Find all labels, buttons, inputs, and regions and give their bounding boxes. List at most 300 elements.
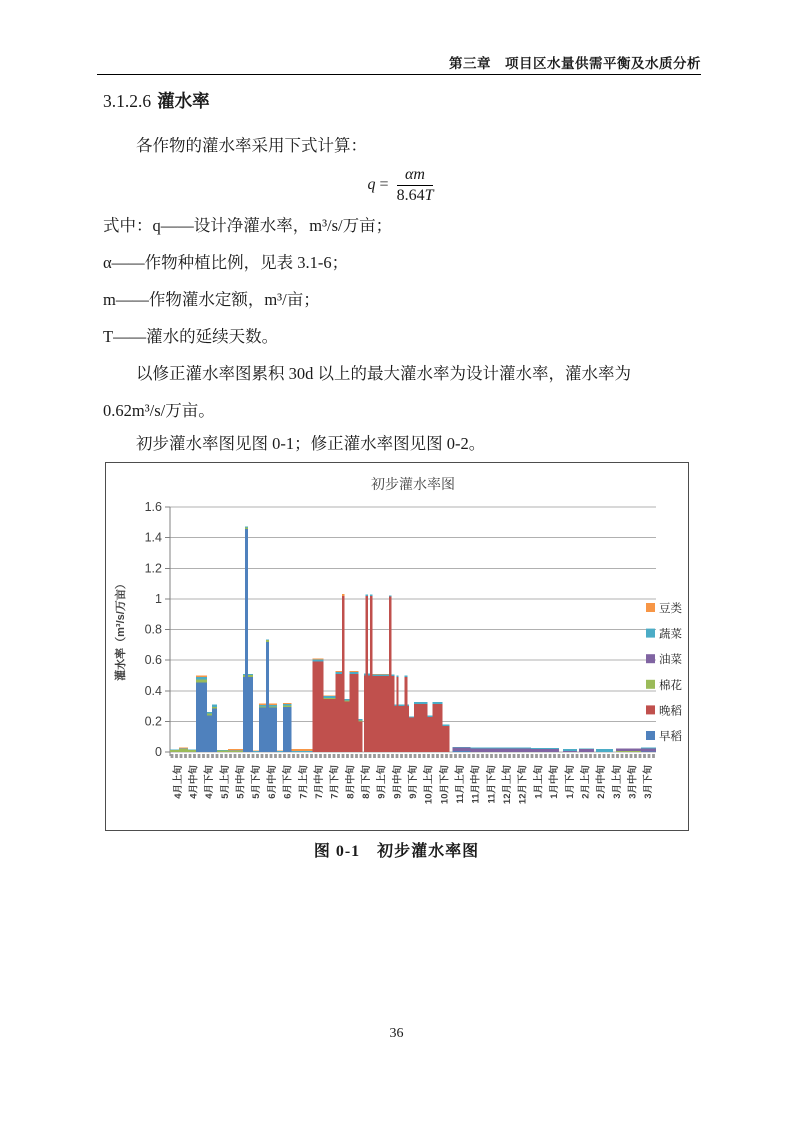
x-tick bbox=[576, 754, 579, 758]
formula bbox=[103, 166, 698, 205]
bar-segment bbox=[253, 750, 259, 751]
bar-segment bbox=[228, 751, 243, 752]
bar-segment bbox=[266, 640, 269, 642]
bar-segment bbox=[344, 699, 349, 701]
x-tick bbox=[229, 754, 232, 758]
paragraph-figure-refs: 初步灌水率图见图 0-1；修正灌水率图见图 0-2。 bbox=[136, 434, 486, 453]
x-tick bbox=[364, 754, 367, 758]
bar-segment bbox=[266, 642, 269, 752]
x-tick-label: 1月中旬 bbox=[549, 765, 561, 799]
x-tick bbox=[324, 754, 327, 758]
x-tick-label: 11月中旬 bbox=[470, 765, 482, 804]
x-tick bbox=[504, 754, 507, 758]
bar-segment bbox=[364, 674, 366, 676]
bar-segment bbox=[389, 596, 392, 597]
bar-segment bbox=[428, 716, 433, 717]
x-tick bbox=[558, 754, 561, 758]
bar-segment bbox=[358, 720, 362, 721]
x-tick bbox=[391, 754, 394, 758]
bar-segment bbox=[170, 749, 179, 750]
bar-segment bbox=[358, 721, 362, 752]
bar-segment bbox=[259, 704, 266, 706]
bar-segment bbox=[531, 749, 559, 752]
x-tick bbox=[553, 754, 556, 758]
x-tick bbox=[427, 754, 430, 758]
x-tick bbox=[238, 754, 241, 758]
x-tick bbox=[225, 754, 228, 758]
x-tick bbox=[490, 754, 493, 758]
bar-segment bbox=[259, 705, 266, 706]
bar-segment bbox=[269, 705, 277, 706]
formula-denominator: 8.64T bbox=[396, 187, 434, 204]
bar-segment bbox=[207, 715, 212, 752]
bar-segment bbox=[342, 596, 345, 752]
x-tick bbox=[472, 754, 475, 758]
legend-label-b: 豆类 bbox=[659, 603, 682, 615]
bar-segment bbox=[342, 594, 345, 596]
bar-segment bbox=[248, 675, 253, 677]
bar-segment bbox=[641, 748, 656, 749]
bar-segment bbox=[217, 750, 228, 751]
x-tick-label: 2月上旬 bbox=[580, 765, 592, 799]
x-tick bbox=[544, 754, 547, 758]
x-tick bbox=[495, 754, 498, 758]
bar-segment bbox=[414, 704, 428, 752]
x-tick bbox=[283, 754, 286, 758]
bar-segment bbox=[196, 679, 207, 682]
legend-swatch-c bbox=[646, 680, 655, 689]
x-tick-label: 4月下旬 bbox=[204, 765, 216, 799]
bar-segment bbox=[228, 749, 243, 750]
formula-fraction bbox=[397, 166, 434, 205]
formula-numerator: αm bbox=[397, 166, 434, 186]
x-tick bbox=[562, 754, 565, 758]
x-tick bbox=[445, 754, 448, 758]
x-tick bbox=[382, 754, 385, 758]
x-tick bbox=[175, 754, 178, 758]
x-tick-label: 3月下旬 bbox=[643, 765, 655, 799]
x-tick-label: 5月下旬 bbox=[251, 765, 263, 799]
x-tick bbox=[279, 754, 282, 758]
x-tick-label: 11月上旬 bbox=[455, 765, 467, 804]
paragraph-design-rate-line1: 以修正灌水率图累积 30d 以上的最大灌水率为设计灌水率，灌水率为 bbox=[136, 364, 631, 383]
x-tick bbox=[207, 754, 210, 758]
x-tick-label: 8月中旬 bbox=[345, 765, 357, 799]
x-tick bbox=[373, 754, 376, 758]
bar-segment bbox=[404, 676, 407, 677]
bar-segment bbox=[248, 677, 253, 752]
x-tick bbox=[513, 754, 516, 758]
y-tick-label: 1.6 bbox=[144, 500, 162, 514]
bar-segment bbox=[312, 659, 323, 660]
x-tick bbox=[184, 754, 187, 758]
bar-segment bbox=[408, 705, 410, 707]
bar-segment bbox=[212, 707, 217, 709]
bar-segment bbox=[344, 701, 349, 702]
bar-segment bbox=[277, 751, 283, 752]
bar-segment bbox=[248, 674, 253, 675]
x-tick-label: 9月中旬 bbox=[392, 765, 404, 799]
x-tick-label: 7月中旬 bbox=[313, 765, 325, 799]
x-tick bbox=[414, 754, 417, 758]
bar-segment bbox=[291, 751, 312, 752]
formula-equals: = bbox=[379, 176, 389, 194]
definition-line-m: m——作物灌水定额，m³/亩； bbox=[103, 290, 320, 309]
bar-segment bbox=[409, 716, 414, 717]
x-tick bbox=[193, 754, 196, 758]
x-tick bbox=[211, 754, 214, 758]
bar-segment bbox=[453, 747, 471, 748]
x-tick bbox=[346, 754, 349, 758]
bar-segment bbox=[259, 706, 266, 707]
definition-line-alpha: α——作物种植比例，见表 3.1-6； bbox=[103, 253, 349, 272]
x-tick-label: 10月上旬 bbox=[423, 765, 435, 805]
x-tick bbox=[418, 754, 421, 758]
x-tick bbox=[571, 754, 574, 758]
bar-segment bbox=[179, 749, 188, 752]
x-tick bbox=[612, 754, 615, 758]
bar-segment bbox=[579, 748, 594, 749]
x-tick bbox=[535, 754, 538, 758]
x-tick bbox=[369, 754, 372, 758]
x-tick bbox=[616, 754, 619, 758]
bar-segment bbox=[207, 713, 212, 715]
x-tick bbox=[540, 754, 543, 758]
x-tick bbox=[639, 754, 642, 758]
y-tick-label: 0.2 bbox=[144, 714, 162, 729]
bar-segment bbox=[471, 748, 531, 749]
bar-segment bbox=[207, 712, 212, 713]
y-tick-label: 0.8 bbox=[144, 622, 162, 637]
bar-segment bbox=[616, 751, 641, 752]
x-tick bbox=[459, 754, 462, 758]
running-header: 第三章 项目区水量供需平衡及水质分析 bbox=[449, 56, 701, 71]
x-tick bbox=[328, 754, 331, 758]
x-tick-label: 5月上旬 bbox=[219, 765, 231, 799]
legend-label-l: 晚稻 bbox=[659, 705, 682, 718]
bar-segment bbox=[243, 674, 245, 675]
x-tick-label: 7月上旬 bbox=[298, 765, 310, 799]
legend-label-c: 棉花 bbox=[659, 679, 682, 692]
paragraph-design-rate-line2: 0.62m³/s/万亩。 bbox=[103, 401, 215, 420]
x-tick-label: 4月上旬 bbox=[172, 765, 184, 799]
bar-segment bbox=[391, 674, 394, 676]
y-tick-label: 1.2 bbox=[144, 561, 162, 576]
bar-segment bbox=[312, 662, 323, 752]
x-tick bbox=[580, 754, 583, 758]
x-tick bbox=[216, 754, 219, 758]
bar-segment bbox=[389, 597, 392, 752]
x-tick-label: 6月下旬 bbox=[282, 765, 294, 799]
header-rule bbox=[97, 74, 701, 75]
bar-segment bbox=[335, 674, 342, 752]
x-tick bbox=[202, 754, 205, 758]
x-tick-label: 6月中旬 bbox=[266, 765, 278, 799]
bar-segment bbox=[453, 748, 471, 751]
x-tick bbox=[252, 754, 255, 758]
bar-segment bbox=[596, 749, 613, 752]
chart-title: 初步灌水率图 bbox=[371, 478, 455, 493]
bar-segment bbox=[283, 704, 291, 706]
formula-lhs: q bbox=[367, 176, 376, 194]
bar-segment bbox=[531, 748, 559, 749]
x-tick bbox=[274, 754, 277, 758]
x-tick bbox=[603, 754, 606, 758]
x-tick bbox=[301, 754, 304, 758]
y-tick-label: 0.6 bbox=[144, 653, 162, 668]
x-tick bbox=[288, 754, 291, 758]
x-tick bbox=[652, 754, 655, 758]
bar-segment bbox=[212, 705, 217, 707]
definition-line-t: T——灌水的延续天数。 bbox=[103, 327, 279, 346]
bar-segment bbox=[188, 750, 196, 752]
y-tick-label: 0 bbox=[155, 745, 162, 759]
legend-swatch-v bbox=[646, 629, 655, 638]
x-tick bbox=[247, 754, 250, 758]
bar-segment bbox=[396, 677, 398, 752]
x-tick bbox=[477, 754, 480, 758]
x-tick bbox=[256, 754, 259, 758]
x-tick bbox=[634, 754, 637, 758]
bar-segment bbox=[428, 717, 433, 752]
bar-segment bbox=[563, 749, 577, 751]
figure-irrigation-rate-chart bbox=[105, 462, 689, 831]
section-heading bbox=[103, 88, 210, 113]
x-tick bbox=[243, 754, 246, 758]
x-tick bbox=[531, 754, 534, 758]
bar-segment bbox=[364, 675, 366, 752]
x-tick bbox=[319, 754, 322, 758]
x-tick bbox=[589, 754, 592, 758]
bar-segment bbox=[365, 595, 368, 596]
x-tick bbox=[234, 754, 237, 758]
x-tick bbox=[261, 754, 264, 758]
bar-segment bbox=[243, 675, 245, 677]
bar-segment bbox=[443, 724, 450, 726]
bar-segment bbox=[358, 719, 362, 720]
x-tick bbox=[220, 754, 223, 758]
x-tick bbox=[567, 754, 570, 758]
x-tick bbox=[436, 754, 439, 758]
section-title: 灌水率 bbox=[157, 91, 210, 111]
bar-segment bbox=[196, 677, 207, 679]
bar-segment bbox=[372, 674, 389, 676]
x-tick bbox=[607, 754, 610, 758]
bar-segment bbox=[269, 708, 277, 752]
bar-segment bbox=[398, 705, 404, 707]
bar-segment bbox=[414, 702, 428, 704]
bar-segment bbox=[269, 704, 277, 706]
bar-segment bbox=[433, 704, 443, 752]
x-tick bbox=[292, 754, 295, 758]
bar-segment bbox=[398, 706, 404, 752]
x-tick-label: 9月下旬 bbox=[408, 765, 419, 799]
bar-segment bbox=[335, 672, 342, 674]
bar-segment bbox=[283, 706, 291, 707]
bar-segment bbox=[245, 527, 248, 529]
bar-segment bbox=[349, 672, 358, 674]
bar-segment bbox=[312, 660, 323, 662]
x-tick bbox=[621, 754, 624, 758]
x-tick bbox=[405, 754, 408, 758]
x-tick bbox=[594, 754, 597, 758]
x-tick bbox=[396, 754, 399, 758]
x-tick-label: 12月上旬 bbox=[502, 765, 514, 805]
bar-segment bbox=[269, 706, 277, 707]
x-tick bbox=[337, 754, 340, 758]
legend-swatch-b bbox=[646, 603, 655, 612]
bar-segment bbox=[196, 682, 207, 752]
bar-segment bbox=[179, 748, 188, 749]
paragraph-intro: 各作物的灌水率采用下式计算： bbox=[136, 136, 367, 155]
x-tick-label: 9月上旬 bbox=[376, 765, 388, 799]
bar-segment bbox=[335, 671, 342, 672]
y-tick-label: 1.4 bbox=[144, 530, 162, 545]
bar-segment bbox=[323, 696, 335, 698]
x-tick bbox=[499, 754, 502, 758]
bar-segment bbox=[433, 702, 443, 704]
x-tick-label: 11月下旬 bbox=[486, 765, 498, 804]
x-tick bbox=[360, 754, 363, 758]
figure-caption: 图 0-1 初步灌水率图 bbox=[313, 843, 480, 860]
definition-line-q: 式中：q——设计净灌水率，m³/s/万亩； bbox=[103, 216, 393, 235]
x-tick bbox=[625, 754, 628, 758]
legend-label-r: 油菜 bbox=[659, 654, 682, 667]
bar-segment bbox=[283, 707, 291, 752]
x-tick bbox=[585, 754, 588, 758]
bar-segment bbox=[253, 751, 259, 752]
bar-segment bbox=[579, 749, 594, 752]
x-tick bbox=[198, 754, 201, 758]
bar-segment bbox=[170, 750, 179, 752]
bar-segment bbox=[394, 706, 396, 752]
bar-segment bbox=[344, 701, 349, 752]
bar-segment bbox=[394, 705, 396, 707]
x-tick bbox=[351, 754, 354, 758]
bar-segment bbox=[217, 750, 228, 752]
bar-segment bbox=[266, 639, 269, 640]
bar-segment bbox=[372, 674, 389, 675]
bar-segment bbox=[243, 677, 245, 752]
x-tick bbox=[409, 754, 412, 758]
bar-segment bbox=[370, 596, 373, 752]
bar-segment bbox=[277, 751, 283, 752]
x-tick bbox=[265, 754, 268, 758]
x-tick bbox=[643, 754, 646, 758]
bar-segment bbox=[372, 676, 389, 752]
bar-segment bbox=[196, 676, 207, 677]
bar-segment bbox=[259, 708, 266, 752]
bar-segment bbox=[408, 706, 410, 752]
x-tick bbox=[306, 754, 309, 758]
bar-segment bbox=[323, 695, 335, 696]
legend-swatch-e bbox=[646, 731, 655, 740]
x-tick-label: 5月中旬 bbox=[235, 765, 247, 799]
bar-segment bbox=[323, 698, 335, 699]
x-tick bbox=[630, 754, 633, 758]
y-tick-label: 1 bbox=[155, 591, 162, 606]
x-tick bbox=[526, 754, 529, 758]
bar-segment bbox=[616, 748, 641, 750]
x-tick bbox=[378, 754, 381, 758]
legend-swatch-l bbox=[646, 705, 655, 714]
bar-segment bbox=[443, 726, 450, 752]
x-tick bbox=[454, 754, 457, 758]
legend-label-e: 早稻 bbox=[659, 731, 682, 743]
x-tick bbox=[522, 754, 525, 758]
bar-segment bbox=[471, 748, 531, 752]
x-tick bbox=[432, 754, 435, 758]
x-tick bbox=[481, 754, 484, 758]
x-tick bbox=[598, 754, 601, 758]
x-tick-label: 7月下旬 bbox=[329, 765, 341, 799]
bar-segment bbox=[179, 748, 188, 749]
x-tick bbox=[648, 754, 651, 758]
x-tick bbox=[423, 754, 426, 758]
x-tick-label: 10月下旬 bbox=[439, 765, 451, 805]
x-tick bbox=[468, 754, 471, 758]
x-tick bbox=[189, 754, 192, 758]
legend-label-v: 蔬菜 bbox=[659, 628, 682, 641]
y-axis-title: 灌水率（m³/s/万亩） bbox=[115, 578, 127, 681]
bar-segment bbox=[563, 751, 577, 752]
legend-swatch-r bbox=[646, 654, 655, 663]
bar-segment bbox=[453, 751, 471, 752]
bar-segment bbox=[228, 750, 243, 751]
x-tick bbox=[517, 754, 520, 758]
bar-segment bbox=[368, 674, 370, 676]
section-number: 3.1.2.6 bbox=[103, 91, 152, 111]
y-tick-label: 0.4 bbox=[144, 683, 162, 698]
x-tick-label: 2月中旬 bbox=[596, 765, 608, 799]
bar-segment bbox=[349, 671, 358, 672]
page-number: 36 bbox=[389, 1026, 404, 1041]
bar-segment bbox=[283, 703, 291, 704]
x-tick bbox=[387, 754, 390, 758]
bar-segment bbox=[391, 676, 394, 752]
x-tick-label: 3月上旬 bbox=[611, 765, 623, 799]
bar-segment bbox=[368, 675, 370, 752]
x-tick-label: 12月下旬 bbox=[517, 765, 529, 805]
x-tick bbox=[441, 754, 444, 758]
bar-segment bbox=[245, 526, 248, 527]
x-tick bbox=[463, 754, 466, 758]
x-tick bbox=[180, 754, 183, 758]
bar-segment bbox=[641, 751, 656, 752]
bar-segment bbox=[409, 718, 414, 752]
x-tick bbox=[486, 754, 489, 758]
x-tick bbox=[355, 754, 358, 758]
x-tick bbox=[315, 754, 318, 758]
x-tick-label: 1月上旬 bbox=[533, 765, 545, 799]
x-tick bbox=[310, 754, 313, 758]
bar-segment bbox=[323, 699, 335, 752]
chart-canvas bbox=[106, 463, 686, 828]
x-tick bbox=[400, 754, 403, 758]
x-tick bbox=[549, 754, 552, 758]
x-tick bbox=[333, 754, 336, 758]
x-tick bbox=[171, 754, 174, 758]
x-tick-label: 1月下旬 bbox=[564, 765, 576, 799]
x-tick bbox=[508, 754, 511, 758]
bar-segment bbox=[641, 748, 656, 751]
bar-segment bbox=[365, 596, 368, 752]
x-tick bbox=[270, 754, 273, 758]
bar-segment bbox=[349, 674, 358, 752]
bar-segment bbox=[396, 676, 398, 677]
bar-segment bbox=[245, 529, 248, 752]
x-tick-label: 8月下旬 bbox=[360, 765, 372, 799]
